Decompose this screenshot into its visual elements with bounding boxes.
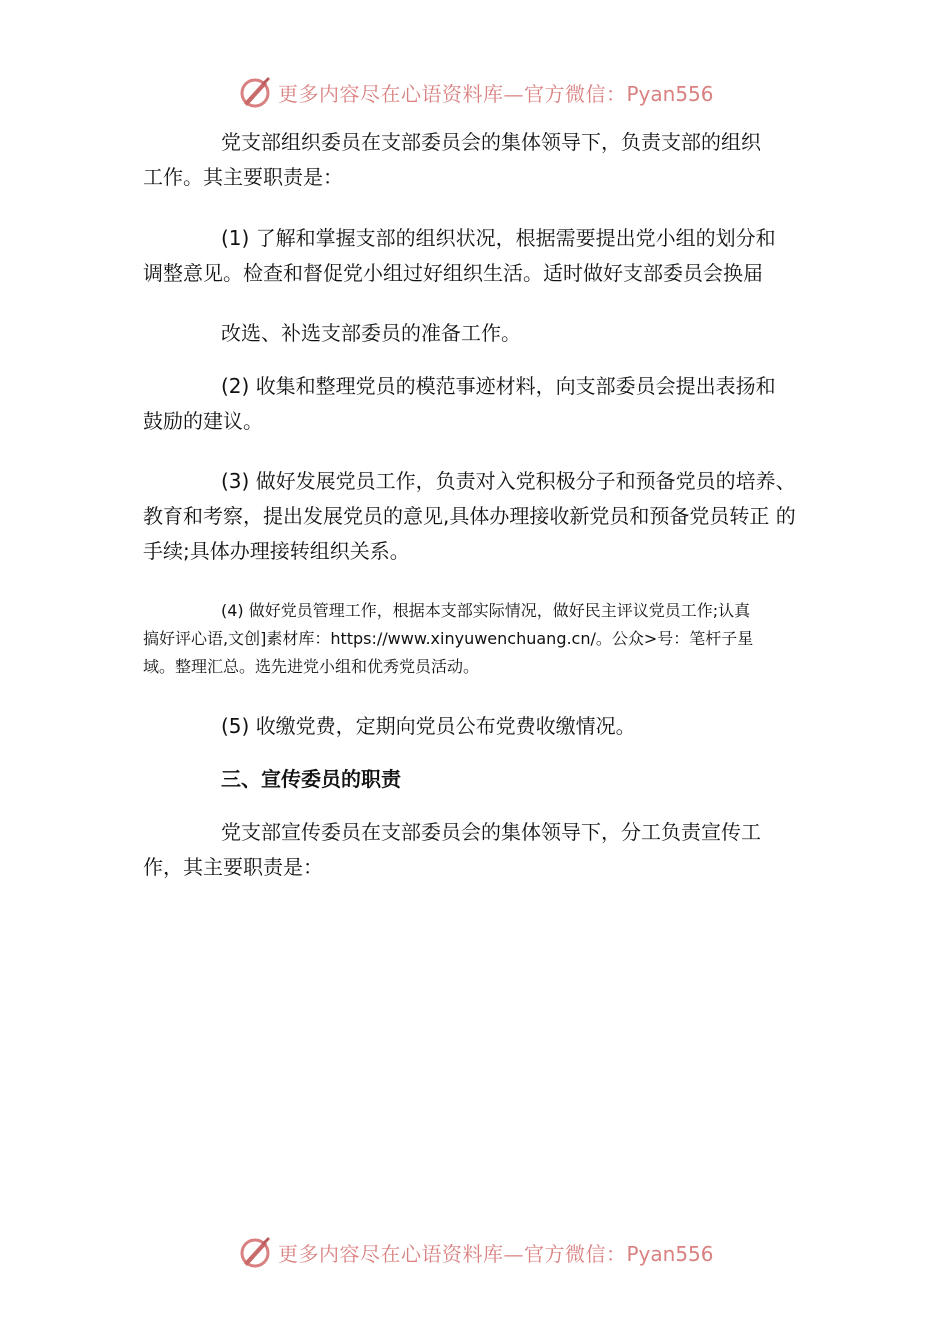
list-item-line: (3) 做好发展党员工作，负责对入党积极分子和预备党员的培养、 (221, 469, 796, 493)
paragraph-line: 党支部宣传委员在支部委员会的集体领导下，分工负责宣传工 (221, 820, 761, 844)
list-item-line: (2) 收集和整理党员的模范事迹材料，向支部委员会提出表扬和 (221, 374, 776, 398)
list-item-line: 改选、补选支部委员的准备工作。 (221, 321, 521, 345)
watermark-banner-top (238, 74, 758, 110)
watermark-banner-bottom (238, 1234, 758, 1270)
list-item-line: 搞好评心语,文创]素材库：https://www.xinyuwenchuang.cn/。公众>号：笔杆子星 (143, 629, 754, 648)
list-item-line: (4) 做好党员管理工作，根据本支部实际情况，做好民主评议党员工作;认真 (221, 601, 751, 620)
section-heading: 三、宣传委员的职责 (221, 767, 401, 791)
watermark-text: 更多内容尽在心语资料库—官方微信：Pyan556 (278, 1241, 714, 1266)
list-item-line: (1) 了解和掌握支部的组织状况，根据需要提出党小组的划分和 (221, 226, 776, 250)
watermark-text: 更多内容尽在心语资料库—官方微信：Pyan556 (278, 81, 714, 106)
list-item-line: 手续;具体办理接转组织关系。 (143, 539, 410, 563)
pen-logo-icon (238, 1235, 272, 1269)
list-item-line: (5) 收缴党费，定期向党员公布党费收缴情况。 (221, 714, 636, 738)
list-item-line: 域。整理汇总。选先进党小组和优秀党员活动。 (143, 657, 480, 676)
list-item-line: 教育和考察，提出发展党员的意见,具体办理接收新党员和预备党员转正 的 (143, 504, 796, 528)
paragraph-line: 工作。其主要职责是： (143, 165, 343, 189)
list-item-line: 调整意见。检查和督促党小组过好组织生活。适时做好支部委员会换届 (143, 261, 763, 285)
list-item-line: 鼓励的建议。 (143, 409, 263, 433)
paragraph-line: 党支部组织委员在支部委员会的集体领导下，负责支部的组织 (221, 130, 761, 154)
pen-logo-icon (238, 75, 272, 109)
paragraph-line: 作，其主要职责是： (143, 855, 323, 879)
